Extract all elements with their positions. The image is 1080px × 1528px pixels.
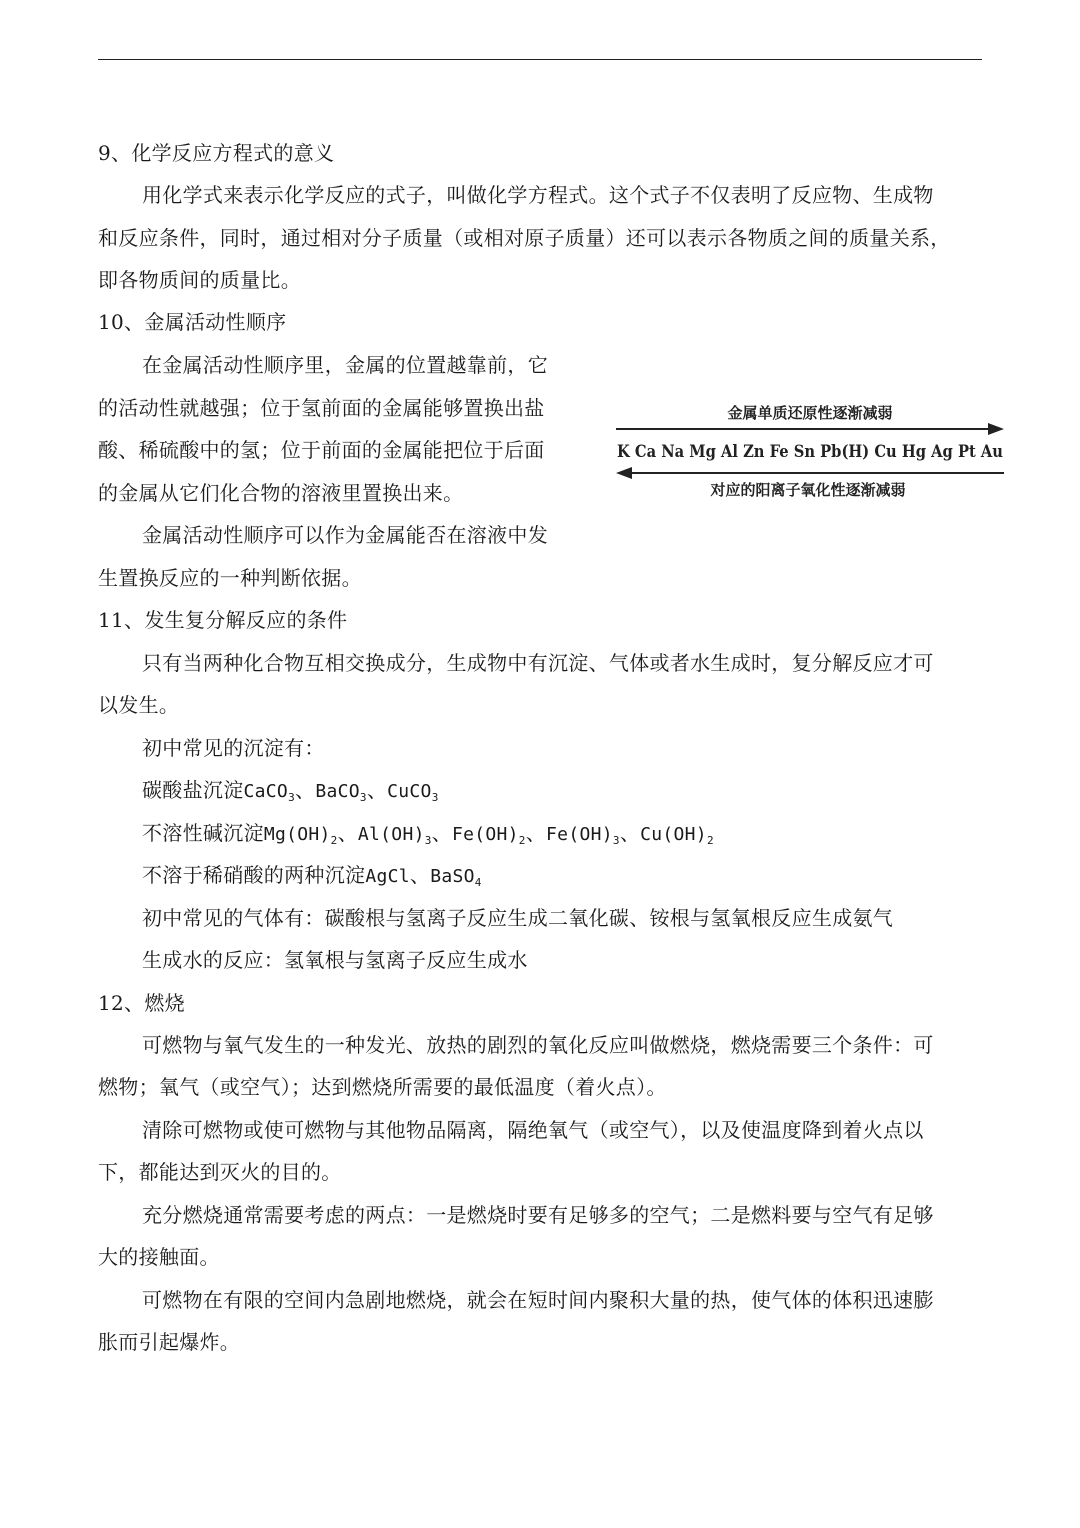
carbonate-precipitates-line: 碳酸盐沉淀CaCO$_3$、BaCO$_3$、CuCO$_3$ [142,778,439,804]
section-10-heading: 10、金属活动性顺序 [98,310,287,334]
section-10-paragraph-line-1: 在金属活动性顺序里，金属的位置越靠前，它 [142,353,548,377]
right-arrowhead-icon [988,423,1004,435]
formula-al-oh-3: $Al(OH)_3$ [357,824,432,847]
carbonate-label: 碳酸盐沉淀 [142,778,244,802]
section-12-paragraph1-line-1: 可燃物与氧气发生的一种发光、放热的剧烈的氧化反应叫做燃烧，燃烧需要三个条件：可 [142,1033,934,1057]
formula-caco3: CaCO$_3$ [243,781,295,804]
oxidizing-strength-label: 对应的阳离子氧化性逐渐减弱 [710,481,906,499]
section-9-heading: 9、化学反应方程式的意义 [98,141,335,165]
metal-activity-series-figure [612,398,1006,504]
insoluble-base-line: 不溶性碱沉淀$Mg(OH)_2$、$Al(OH)_3$、$Fe(OH)_2$、$Fe(OH)_3$、$Cu(OH)_2$ [142,821,714,847]
section-10-paragraph-line-3: 酸、稀硫酸中的氢；位于前面的金属能把位于后面 [98,438,545,462]
section-12-paragraph4-line-2: 胀而引起爆炸。 [98,1330,241,1354]
metal-series-text: K Ca Na Mg Al Zn Fe Sn Pb(H) Cu Hg Ag Pt Au [617,442,1003,461]
acid-insoluble-line: 不溶于稀硝酸的两种沉淀AgCl、BaSO$_4$ [142,863,482,889]
acid-insoluble-label: 不溶于稀硝酸的两种沉淀 [142,863,366,887]
section-12-paragraph2-line-1: 清除可燃物或使可燃物与其他物品隔离，隔绝氧气（或空气），以及使温度降到着火点以 [142,1118,924,1142]
section-11-heading: 11、发生复分解反应的条件 [98,608,348,632]
section-12-paragraph4-line-1: 可燃物在有限的空间内急剧地燃烧，就会在短时间内聚积大量的热，使气体的体积迅速膨 [142,1288,934,1312]
formula-baco3: BaCO$_3$ [315,781,367,804]
formula-fe-oh-3: $Fe(OH)_3$ [546,824,620,847]
section-12-paragraph3-line-2: 大的接触面。 [98,1245,220,1269]
section-11-precipitates-intro: 初中常见的沉淀有： [142,736,325,760]
section-9-paragraph-line-3: 即各物质间的质量比。 [98,268,301,292]
section-11-paragraph-line-2: 以发生。 [98,693,180,717]
section-10-paragraph-line-2: 的活动性就越强；位于氢前面的金属能够置换出盐 [98,396,545,420]
formula-mg-oh-2: $Mg(OH)_2$ [263,824,338,847]
formula-cuco3: CuCO$_3$ [387,781,439,804]
section-12-paragraph1-line-2: 燃物；氧气（或空气）；达到燃烧所需要的最低温度（着火点）。 [98,1075,667,1099]
formula-cu-oh-2: $Cu(OH)_2$ [640,824,714,847]
section-12-heading: 12、燃烧 [98,991,185,1015]
header-rule [98,59,982,60]
formula-fe-oh-2: $Fe(OH)_2$ [451,824,526,847]
section-10-paragraph2-line-1: 金属活动性顺序可以作为金属能否在溶液中发 [142,523,548,547]
water-forming-line: 生成水的反应：氢氧根与氢离子反应生成水 [142,948,528,972]
reducing-strength-label: 金属单质还原性逐渐减弱 [727,404,893,422]
section-10-paragraph-line-4: 的金属从它们化合物的溶液里置换出来。 [98,481,464,505]
section-9-paragraph-line-1: 用化学式来表示化学反应的式子，叫做化学方程式。这个式子不仅表明了反应物、生成物 [142,183,934,207]
metal-activity-series-svg [612,398,1006,504]
formula-baso4: BaSO$_4$ [430,866,482,889]
section-12-paragraph2-line-2: 下，都能达到灭火的目的。 [98,1160,342,1184]
left-arrowhead-icon [616,467,632,479]
formula-agcl: AgCl [365,866,410,887]
section-12-paragraph3-line-1: 充分燃烧通常需要考虑的两点：一是燃烧时要有足够多的空气；二是燃料要与空气有足够 [142,1203,934,1227]
section-9-paragraph-line-2: 和反应条件，同时，通过相对分子质量（或相对原子质量）还可以表示各物质之间的质量关系， [98,226,951,250]
section-10-paragraph2-line-2: 生置换反应的一种判断依据。 [98,566,362,590]
insoluble-base-label: 不溶性碱沉淀 [142,821,264,845]
section-11-paragraph-line-1: 只有当两种化合物互相交换成分，生成物中有沉淀、气体或者水生成时，复分解反应才可 [142,651,934,675]
common-gases-line: 初中常见的气体有：碳酸根与氢离子反应生成二氧化碳、铵根与氢氧根反应生成氨气 [142,906,894,930]
